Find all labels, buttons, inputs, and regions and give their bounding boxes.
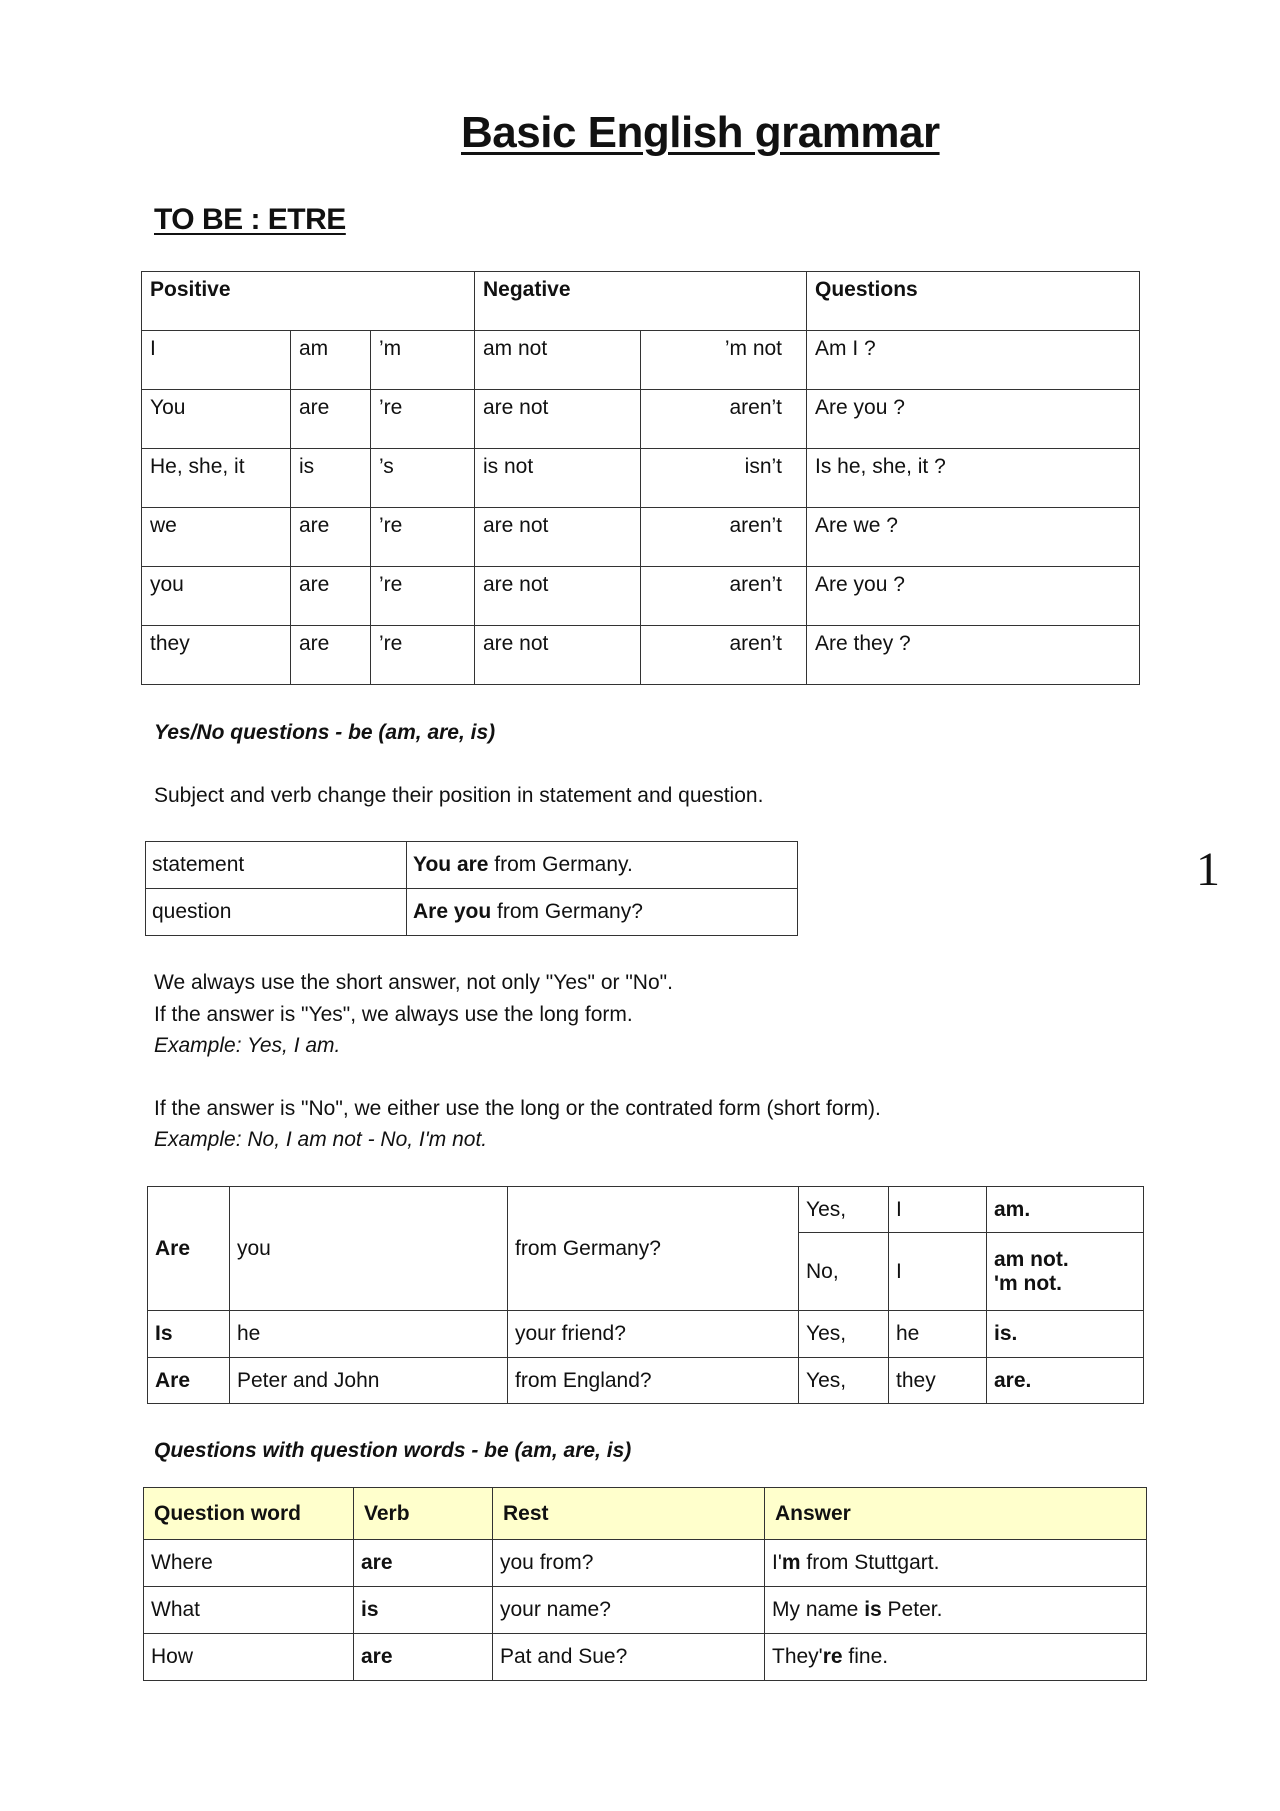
answer: are. bbox=[987, 1358, 1144, 1404]
answer-post: from Stuttgart. bbox=[800, 1551, 940, 1574]
statement-question-table bbox=[145, 841, 798, 936]
negative-long: is not bbox=[475, 449, 641, 508]
short-form: ’re bbox=[371, 390, 475, 449]
answer bbox=[765, 1587, 1147, 1634]
pronoun: I bbox=[889, 1233, 987, 1311]
header-rest: Rest bbox=[493, 1488, 765, 1540]
table-row bbox=[142, 567, 1140, 626]
table-row bbox=[148, 1311, 1144, 1358]
page-title: Basic English grammar bbox=[461, 108, 940, 157]
short-form: ’re bbox=[371, 567, 475, 626]
example-yes: Example: Yes, I am. bbox=[154, 1034, 341, 1057]
table-row bbox=[144, 1587, 1147, 1634]
question: Am I ? bbox=[807, 331, 1140, 390]
subject: He, she, it bbox=[142, 449, 291, 508]
verb: is bbox=[354, 1587, 493, 1634]
table-row bbox=[144, 1634, 1147, 1681]
negative-short: aren’t bbox=[641, 626, 807, 685]
verb: are bbox=[354, 1540, 493, 1587]
example-no: Example: No, I am not - No, I'm not. bbox=[154, 1128, 488, 1151]
short-answers-table bbox=[147, 1186, 1144, 1404]
answer-pre: I' bbox=[772, 1551, 782, 1574]
verb: are bbox=[291, 390, 371, 449]
negative-long: am not bbox=[475, 331, 641, 390]
negative-short: aren’t bbox=[641, 390, 807, 449]
negative-long: are not bbox=[475, 508, 641, 567]
negative-long: are not bbox=[475, 626, 641, 685]
subject: you bbox=[142, 567, 291, 626]
yes-no: Yes, bbox=[799, 1358, 889, 1404]
question: Are you ? bbox=[807, 390, 1140, 449]
header-answer: Answer bbox=[765, 1488, 1147, 1540]
short-form: ’re bbox=[371, 626, 475, 685]
note-short-answer: We always use the short answer, not only "Yes" or "No". bbox=[154, 971, 673, 994]
table-row bbox=[144, 1540, 1147, 1587]
negative-short: ’m not bbox=[641, 331, 807, 390]
answer bbox=[765, 1540, 1147, 1587]
subject: he bbox=[230, 1311, 508, 1358]
section-heading-yes-no: Yes/No questions - be (am, are, is) bbox=[154, 721, 496, 744]
header-positive: Positive bbox=[142, 272, 475, 331]
answer-long: am not. bbox=[994, 1247, 1069, 1271]
header-negative: Negative bbox=[475, 272, 807, 331]
answer-post: Peter. bbox=[881, 1598, 943, 1621]
verb: Is bbox=[148, 1311, 230, 1358]
verb: are bbox=[291, 567, 371, 626]
table-row bbox=[142, 626, 1140, 685]
header-questions: Questions bbox=[807, 272, 1140, 331]
question-word: How bbox=[144, 1634, 354, 1681]
yes-no: No, bbox=[799, 1233, 889, 1311]
table-row bbox=[142, 331, 1140, 390]
short-form: ’re bbox=[371, 508, 475, 567]
negative-long: are not bbox=[475, 390, 641, 449]
verb: are bbox=[354, 1634, 493, 1681]
answer: am. bbox=[987, 1187, 1144, 1233]
negative-long: are not bbox=[475, 567, 641, 626]
question-words-table bbox=[143, 1487, 1147, 1681]
table-header-row bbox=[144, 1488, 1147, 1540]
question: Are they ? bbox=[807, 626, 1140, 685]
table-row bbox=[142, 449, 1140, 508]
verb: am bbox=[291, 331, 371, 390]
table-row bbox=[146, 889, 798, 936]
section-heading-question-words: Questions with question words - be (am, are, is) bbox=[154, 1439, 632, 1462]
verb: is bbox=[291, 449, 371, 508]
page-number: 1 bbox=[1196, 843, 1220, 896]
short-form: ’m bbox=[371, 331, 475, 390]
answer-bold: re bbox=[822, 1645, 843, 1668]
short-form: ’s bbox=[371, 449, 475, 508]
subject: we bbox=[142, 508, 291, 567]
table-row bbox=[146, 842, 798, 889]
row-label: statement bbox=[146, 842, 407, 889]
subject: you bbox=[230, 1187, 508, 1311]
example-rest: from Germany. bbox=[488, 853, 633, 876]
section-heading-to-be: TO BE : ETRE bbox=[154, 203, 346, 236]
table-row bbox=[142, 508, 1140, 567]
subject: I bbox=[142, 331, 291, 390]
verb: are bbox=[291, 508, 371, 567]
example-bold: Are you bbox=[413, 900, 492, 923]
answer-pre: They' bbox=[772, 1645, 823, 1668]
answer-post: fine. bbox=[842, 1645, 889, 1668]
example-rest: from Germany? bbox=[491, 900, 643, 923]
answer bbox=[987, 1233, 1144, 1311]
to-be-conjugation-table bbox=[141, 271, 1140, 685]
table-row bbox=[148, 1358, 1144, 1404]
negative-short: aren’t bbox=[641, 567, 807, 626]
rest: you from? bbox=[493, 1540, 765, 1587]
table-row bbox=[142, 390, 1140, 449]
question: Are you ? bbox=[807, 567, 1140, 626]
question-word: Where bbox=[144, 1540, 354, 1587]
subject: Peter and John bbox=[230, 1358, 508, 1404]
question: Are we ? bbox=[807, 508, 1140, 567]
intro-text: Subject and verb change their position in statement and question. bbox=[154, 784, 764, 807]
negative-short: aren’t bbox=[641, 508, 807, 567]
yes-no: Yes, bbox=[799, 1187, 889, 1233]
answer-bold: m bbox=[781, 1551, 801, 1574]
note-yes-long-form: If the answer is "Yes", we always use the long form. bbox=[154, 1003, 633, 1026]
question: Is he, she, it ? bbox=[807, 449, 1140, 508]
answer-pre: My name bbox=[772, 1598, 865, 1621]
verb: are bbox=[291, 626, 371, 685]
yes-no: Yes, bbox=[799, 1311, 889, 1358]
header-question-word: Question word bbox=[144, 1488, 354, 1540]
subject: they bbox=[142, 626, 291, 685]
header-verb: Verb bbox=[354, 1488, 493, 1540]
example bbox=[407, 842, 798, 889]
rest: your name? bbox=[493, 1587, 765, 1634]
example-bold: You are bbox=[413, 853, 489, 876]
note-no-form: If the answer is "No", we either use the long or the contrated form (short form). bbox=[154, 1097, 881, 1120]
rest: from Germany? bbox=[508, 1187, 799, 1311]
answer-short: 'm not. bbox=[994, 1271, 1062, 1295]
negative-short: isn’t bbox=[641, 449, 807, 508]
row-label: question bbox=[146, 889, 407, 936]
verb: Are bbox=[148, 1187, 230, 1311]
table-row bbox=[148, 1187, 1144, 1233]
rest: your friend? bbox=[508, 1311, 799, 1358]
pronoun: he bbox=[889, 1311, 987, 1358]
answer-bold: is bbox=[864, 1598, 882, 1621]
pronoun: I bbox=[889, 1187, 987, 1233]
question-word: What bbox=[144, 1587, 354, 1634]
subject: You bbox=[142, 390, 291, 449]
rest: Pat and Sue? bbox=[493, 1634, 765, 1681]
table-header-row bbox=[142, 272, 1140, 331]
answer bbox=[765, 1634, 1147, 1681]
verb: Are bbox=[148, 1358, 230, 1404]
example bbox=[407, 889, 798, 936]
pronoun: they bbox=[889, 1358, 987, 1404]
answer: is. bbox=[987, 1311, 1144, 1358]
rest: from England? bbox=[508, 1358, 799, 1404]
